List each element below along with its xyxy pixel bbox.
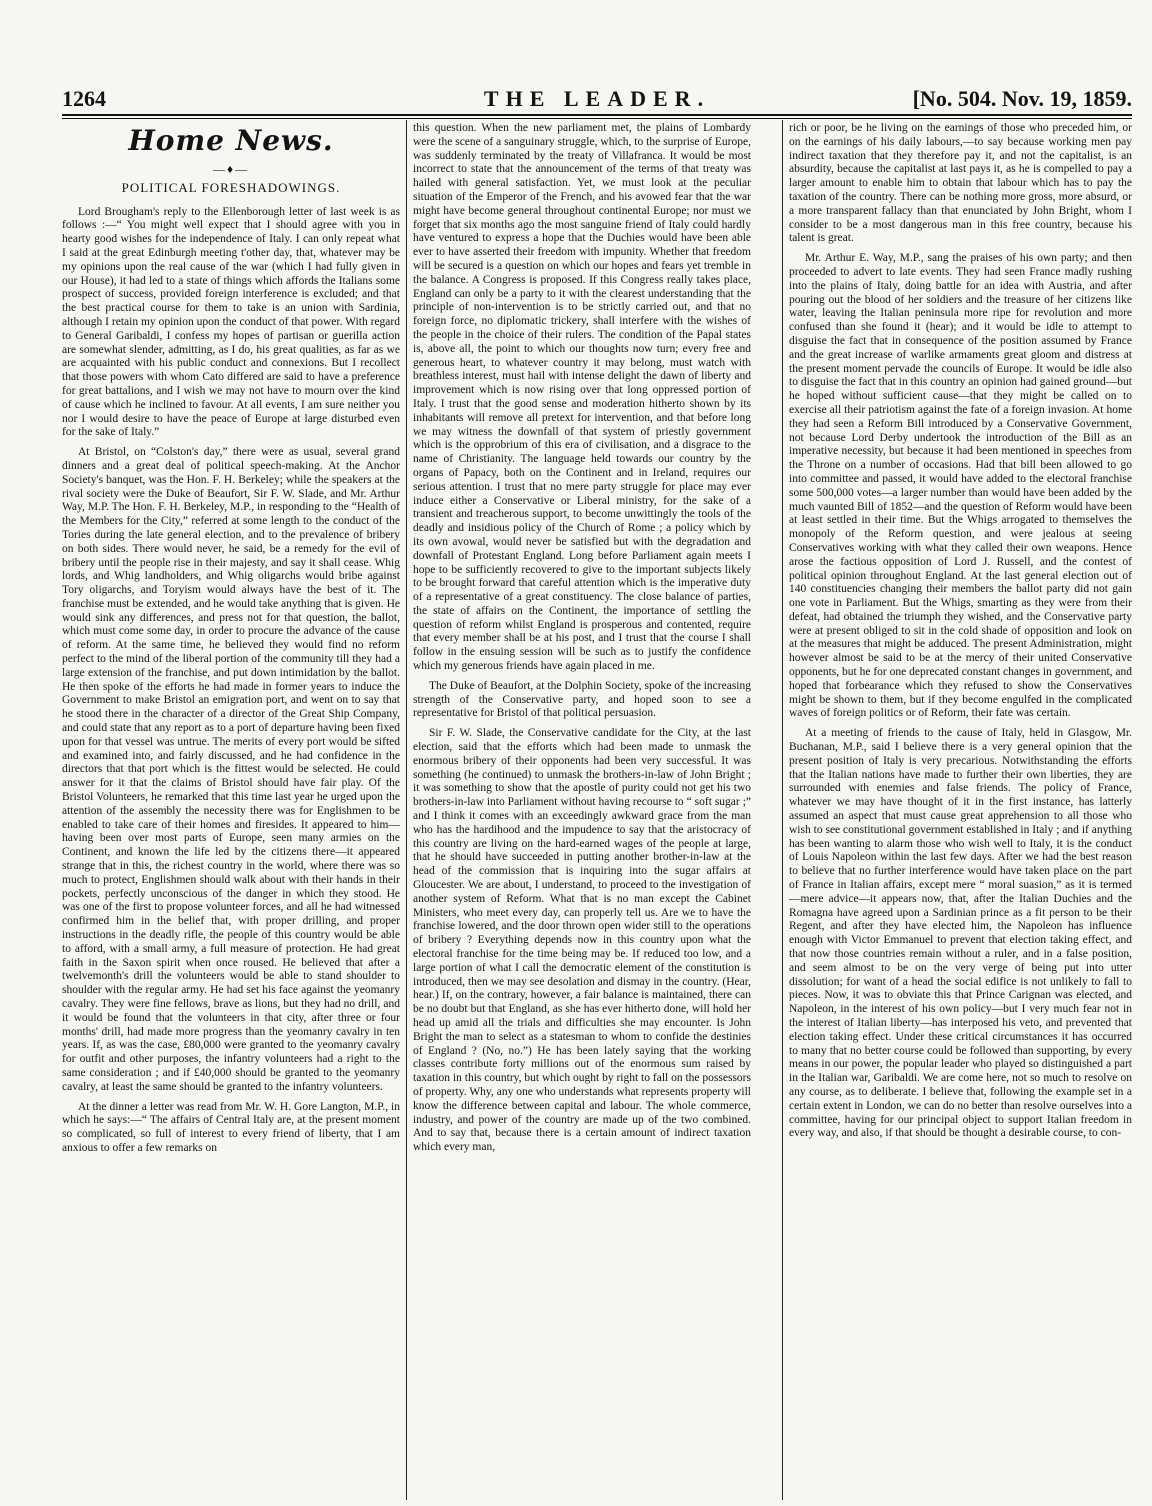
issue-date: [No. 504. Nov. 19, 1859. <box>912 86 1132 111</box>
column-divider <box>782 120 783 1500</box>
masthead-rule <box>62 114 1132 116</box>
paragraph: Mr. Arthur E. Way, M.P., sang the praises of his own party; and then proceeded to advert to late events. They had seen France madly rushing into the plains of Italy, doing battle for an idea with Austria, and after pouring out the blood of her soldiers and the treasure of her citizens like water, leaving the Italian peninsula more ripe for revolution and more confused than she found it (hear); and it would be idle to attempt to disguise the fact that in consequence of the position assumed by France and the great increase of warlike armaments great gloom and distress at the present moment pervade the councils of Europe. It would be idle also to disguise the fact that in this country an opinion had gained ground—but he hoped without sufficient cause—that they might be called on to exercise all their patriotism against the fate of a foreign invasion. At home they had seen a Reform Bill introduced by a Conservative Government, not because Lord Derby undertook the introduction of the Bill as an imperative necessity, but because it had been mentioned in speeches from the Throne on a number of occasions. Had that bill been allowed to go into committee and passed, it would have added to the electoral franchise some 500,000 votes—a larger number than would have been added by the much vaunted Bill of 1852—and the question of Reform would have been at least settled in their time. But the Whigs arrogated to themselves the monopoly of the Reform question, and were jealous at seeing Conservatives working with what they called their own weapons. Hence arose the factious opposition of Lord J. Russell, and the contest of political opinion throughout England. At the last general election out of 140 constituencies changing their members the ballot party did not gain one vote in Parliament. But the Whigs, smarting as they were from their defeat, had obtained the triumph they wished, and the Conservative party were at present obliged to sit in the cold shade of opposition and look on at the measures that might be adduced. The present Administration, might however almost be said to be at the mercy of their united Conservative opponents, but he for one deprecated constant changes in government, and hoped that forbearance which they refused to show the Conservatives might be shown to them, but if they become engulfed in the complicated waves of foreign politics or of Reform, their fate was certain. <box>789 252 1132 720</box>
masthead <box>62 86 1132 110</box>
paragraph: At a meeting of friends to the cause of Italy, held in Glasgow, Mr. Buchanan, M.P., said I believe there is a very general opinion that the present position of Italy is very precarious. Notwithstanding the efforts that the Italian nations have made to further their own liberties, they are surrounded with enemies and false friends. The policy of France, whatever we may have thought of it in the first instance, has latterly assumed an aspect that must cause great apprehension to all those who wish to see constitutional government established in Italy ; and if anything has been wanting to alarm those who wish well to Italy, it is the conduct of Louis Napoleon within the last few days. After we had the best reason to believe that no further interference would have taken place on the part of France in Italian affairs, except mere “ moral suasion,” as it is termed—mere advice—it appears now, that, after the Italian Duchies and the Romagna have agreed upon a Sardinian prince as a fit person to be their Regent, and after they have elected him, the Napoleon has influence enough with Victor Emmanuel to prevent that election taking effect, and that now those countries remain without a ruler, and in a false position, and seem almost to be on the very verge of being put into utter dissolution; for want of a head the social edifice is not unlikely to fall to pieces. Now, it was to obviate this that Prince Carignan was elected, and Napoleon, in the interest of his own policy—but I very much fear not in the interest of Italian liberty—has interposed his veto, and prevented that election taking effect. Under these critical circumstances it has occurred to many that no better course could be followed than supporting, by every means in our power, the popular leader who played so distinguished a part in the Italian war, Garibaldi. We are come here, not so much to resolve on any course, as to deliberate. I believe that, following the example set in a certain extent in London, we can do no better than resolve ourselves into a committee, having for our principal object to support Italian freedom in every way, and also, if that should be thought a desirable course, to con- <box>789 727 1132 1140</box>
article-headline: POLITICAL FORESHADOWINGS. <box>121 179 341 195</box>
page-number: 1264 <box>62 86 106 111</box>
paragraph: Lord Brougham's reply to the Ellenborough letter of last week is as follows :—“ You might well expect that I should agree with you in hearty good wishes for the independence of Italy. I can only repeat what I said at the great Edinburgh meeting t'other day, that, whatever may be my opinions upon the real cause of the war (which I had fully given in our House), it had led to a state of things which affords the Italians some prospect of success, provided foreign interference is excluded; and that the best practical course for them to take is an union with Sardinia, although I retain my opinion upon the conduct of that power. With regard to General Garibaldi, I confess my hopes of partisan or guerilla action are somewhat slender, admitting, as I do, his great qualities, as far as we are acquainted with his public conduct and connexions. But I recollect that those powers with whom Cato differed are said to have a preference for great battalions, and I wish we may not have to mourn over the kind of cause which he inclined to favour. At all events, I am sure neither you nor I would desire to have the peace of Europe at large disturbed even for the sake of Italy.” <box>62 205 400 439</box>
section-title: Home News. <box>128 124 334 157</box>
ornament: —♦— <box>212 161 250 176</box>
paragraph: Sir F. W. Slade, the Conservative candidate for the City, at the last election, said that the efforts which had been made to unmask the enormous bribery of their opponents had been very successful. It was something (he continued) to unmask the brothers-in-law of John Bright ; it was something to show that the apostle of purity could not get his two brothers-in-law into Parliament without having recourse to “ soft sugar ;” and I think it comes with an exceedingly awkward grace from the man who has the hardihood and the impudence to say that the aristocracy of this country are living on the hard-earned wages of the people at large, that he should have succeeded in putting another brother-in-law at the head of the commission that is inquiring into the sugar affairs at Gloucester. We are about, I understand, to proceed to the investigation of another system of Reform. What that is no man except the Cabinet Ministers, who meet every day, can properly tell us. Are we to have the franchise lowered, and the door thrown open wider still to the operations of bribery ? Everything depends now in this country upon what the electoral franchise for the time being may be. If reduced too low, and a large portion of what I call the democratic element of the constitution is introduced, then we may see desolation and dismay in the country. (Hear, hear.) If, on the contrary, however, a fair balance is maintained, there can be no doubt but that England, as she has ever hitherto done, will hold her head up amid all the trials and difficulties she may encounter. Is John Bright the man to select as a statesman to whom to confide the destinies of England ? (No, no.”) He has been lately saying that the working classes contribute forty millions out of the enormous sum raised by taxation in this country, but which ought by right to fall on the possessors of property. Why, any one who understands what represents property will know the difference between capital and labour. The whole commerce, industry, and power of the country are made up of the two combined. And to say that, because there is a certain amount of indirect taxation which every man, <box>413 727 751 1154</box>
paragraph: At the dinner a letter was read from Mr. W. H. Gore Langton, M.P., in which he says:—“ The affairs of Central Italy are, at the present moment so complicated, so full of interest to every friend of liberty, that I am anxious to offer a few remarks on <box>62 1100 400 1154</box>
paragraph: The Duke of Beaufort, at the Dolphin Society, spoke of the increasing strength of the Conservative party, and hoped soon to see a representative for Bristol of that political persuasion. <box>413 679 751 720</box>
column-1 <box>62 122 400 1502</box>
paper-title: THE LEADER. <box>483 86 711 111</box>
column-3 <box>789 122 1132 1502</box>
paragraph: At Bristol, on “Colston's day,” there were as usual, several grand dinners and a great deal of political speech-making. At the Anchor Society's banquet, was the Hon. F. H. Berkeley; while the speakers at the rival society were the Duke of Beaufort, Sir F. W. Slade, and Mr. Arthur Way, M.P. The Hon. F. H. Berkeley, M.P., in responding to the “Health of the Members for the City,” referred at some length to the conduct of the Tories during the late general election, and to the prevalence of bribery on both sides. There would never, he said, be a remedy for the evil of bribery until the people rise in their majesty, and say it shall cease. Whig lords, and Whig landholders, and Whig oligarchs would bribe against Tory oligarchs, and Toryism would always have the best of it. The franchise must be extended, and he would take anything that is given. He would sink any differences, and press not for that question, the ballot, which must come some day, in order to procure the advance of the cause of reform. At the same time, he believed they would find no reform perfect to the mind of the liberal portion of the community till they had a large extension of the franchise, and put down intimidation by the ballot. He then spoke of the efforts he had made in former years to induce the Government to make Bristol an emigration port, and went on to say that he stood there in the character of a director of the Great Ship Company, and could state that any report as to a port of departure having been fixed upon for that vessel was untrue. The merits of every port would be sifted and examined into, and fairly discussed, and he had confidence in the directors that that port which is the fittest would be selected. He could answer for it that the claims of Bristol should have fair play. Of the Bristol Volunteers, he remarked that this time last year he urged upon the attention of the assembly the necessity there was for Englishmen to be enabled to take care of their homes and firesides. It appeared to him—having been over most parts of Europe, seen many armies on the Continent, and known the life led by the citizens there—it appeared strange that in this, the richest country in the world, where there was so much to protect, Englishmen should walk about with their hands in their pockets, perfectly unconscious of the danger in which they stood. He was one of the first to propose volunteer forces, and all he had witnessed confirmed him in the belief that, with proper drilling, and proper instructions in the deadly rifle, the people of this country would be able to afford, with a small army, a full measure of protection. He had great faith in the Saxon spirit when once roused. He believed that after a twelvemonth's drill the volunteers would be able to stand shoulder to shoulder with the regular army. He had set his face against the yeomanry cavalry. They were fine fellows, brave as lions, but they had no drill, and it would be found that the volunteers in that city, after three or four months' drill, had made more progress than the yeomanry cavalry in ten years. If, as was the case, £80,000 were granted to the yeomanry cavalry for outfit and other purposes, the infantry volunteers had a right to the same consideration ; and if £40,000 should be granted to the yeomanry cavalry, at least the same should be granted to the infantry volunteers. <box>62 446 400 1093</box>
column-2 <box>413 122 751 1502</box>
paragraph: rich or poor, be he living on the earnings of those who preceded him, or on the earnings of his daily labours,—to say because working men pay indirect taxation that they therefore pay it, and not the capitalist, is an absurdity, because the capitalist at last pays it, as he is compelled to pay a larger amount to enable him to obtain that labour which has to pay the taxation of the country. There can be nothing more gross, more absurd, or a more transparent fallacy than that enunciated by John Bright, whom I consider to be a most dangerous man in this free country, because his talent is great. <box>789 122 1132 245</box>
masthead-rule-thin <box>62 118 1132 119</box>
column-divider <box>406 120 407 1500</box>
paragraph: this question. When the new parliament met, the plains of Lombardy were the scene of a sanguinary struggle, which, to the surprise of Europe, was suddenly terminated by the treaty of Villafranca. It would be most incorrect to state that the announcement of the terms of that treaty was hailed with general satisfaction. Yet, we must look at the peculiar situation of the Emperor of the French, and his avowed fear that the war might have become general throughout continental Europe; nor must we forget that six months ago the most sanguine friend of Italy could hardly have ventured to express a hope that the Duchies would have been able ever to have asserted their freedom with impunity. Whether that freedom will be secured is a question on which our hopes and fears yet tremble in the balance. A Congress is proposed. If this Congress really takes place, England can only be a party to it with the clearest understanding that the principle of non-intervention is to be strictly carried out, and that no foreign force, no diplomatic trickery, shall interfere with the wishes of the people in the choice of their rulers. The condition of the Papal states is, above all, the point to which our thoughts now turn; every free and generous heart, to whatever country it may belong, must watch with breathless interest, must hail with intense delight the dawn of liberty and improvement which is now rising over that long oppressed portion of Italy. I trust that the good sense and moderation hitherto shown by its inhabitants will remove all pretext for intervention, and that before long we may witness the downfall of that system of priestly government which is the opprobrium of this era of civilisation, and a disgrace to the name of Christianity. The language held towards our country by the organs of Papacy, both on the Continent and in Ireland, requires our serious attention. I trust that no mere party struggle for place may ever induce either a Conservative or Liberal ministry, for the sake of a transient and treacherous support, to become unwittingly the tools of the deadly and insidious policy of the Church of Rome ; a policy which by its own avowal, would never be satisfied but with the degradation and downfall of Protestant England. Long before Parliament again meets I hope to be sufficiently recovered to give to the important subjects likely to be brought forward that careful attention which is the imperative duty of a representative of a great constituency. The close balance of parties, the state of affairs on the Continent, the importance of settling the question of reform whilst England is prosperous and contented, require that every member shall be at his post, and I trust that the course I shall follow in the ensuing session will be such as to justify the confidence which my generous friends have again placed in me. <box>413 122 751 673</box>
